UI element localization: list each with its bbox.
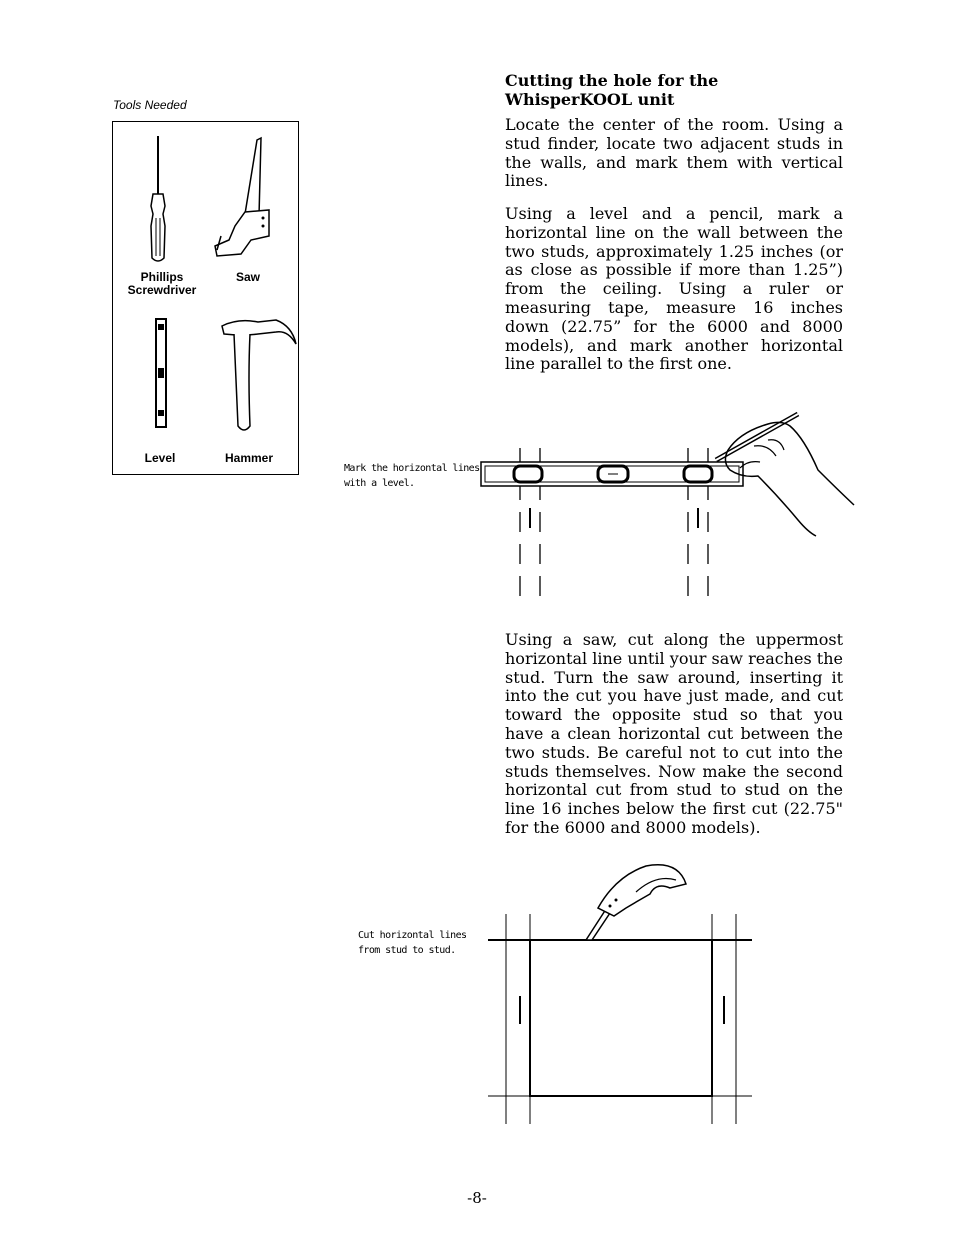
tool-label-line: Screwdriver [127,283,197,297]
level-icon [155,318,167,428]
level-marking-illustration [478,410,858,605]
tool-label-line: Phillips [140,270,184,284]
page-number: -8- [467,1189,487,1207]
cut-lines-illustration [486,862,756,1127]
tools-caption: Tools Needed [113,98,187,112]
tools-panel [112,121,299,475]
saw-icon [211,136,271,258]
tool-label-saw: Saw [235,270,260,284]
section-title: Cutting the hole for the WhisperKOOL unit [505,71,719,109]
paragraph: Locate the center of the room. Using a stud finder, locate two adjacent studs in the walls, and mark them with vertical lines. [505,115,843,191]
figure-caption-cut: Cut horizontal lines from stud to stud. [358,930,467,956]
tool-label-hammer: Hammer [224,451,274,465]
tool-label-screwdriver [127,271,197,297]
paragraph: Using a level and a pencil, mark a horizontal line on the wall between the two studs, approximately 1.25 inches (or as close as possible if more than 1.25”) from the ceiling. Using a ruler or measuring tape, measure 16 inches down (22.75” for the 6000 and 8000 models), and mark another horizontal line parallel to the first one. [505,204,843,374]
hammer-icon [218,316,298,436]
tool-label-level: Level [144,451,176,465]
screwdriver-icon [143,136,173,266]
paragraph: Using a saw, cut along the uppermost horizontal line until your saw reaches the stud. Turn the saw around, inserting it into the cut you have just made, and cut toward the opposite stud so that you have a clean horizontal cut between the two studs. Be careful not to cut into the studs themselves. Now make the second horizontal cut from stud to stud on the line 16 inches below the first cut (22.75" for the 6000 and 8000 models). [505,630,843,837]
figure-caption-level: Mark the horizontal lines with a level. [344,463,480,489]
